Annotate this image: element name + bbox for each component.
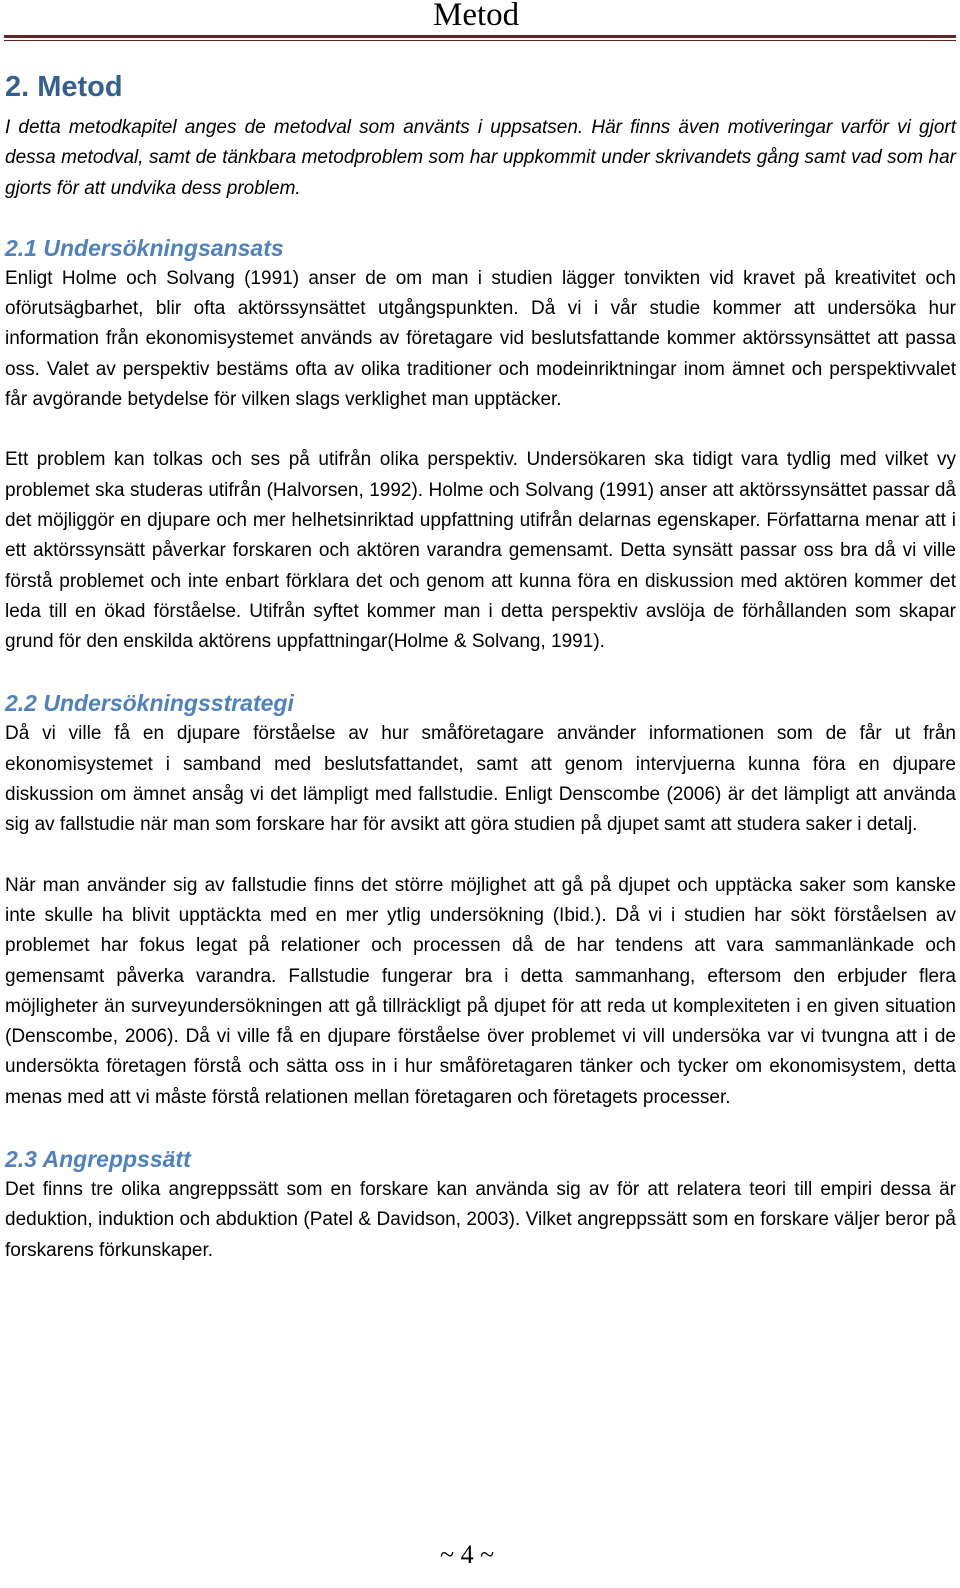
section-undersokningsansats <box>5 232 956 658</box>
section-heading: 2.1 Undersökningsansats <box>5 234 284 261</box>
paragraph: Då vi ville få en djupare förståelse av hur småföretagare använder informationen som de får ut från ekonomisystemet i samband med beslutsfattandet, samt att genom intervjuerna kunna föra en djupare diskussion om ämnet ansåg vi det lämpligt med fallstudie. Enligt Denscombe (2006) är det lämpligt att använda sig av fallstudie när man som forskare har för avsikt att göra studien på djupet samt att studera saker i detalj. <box>5 723 956 836</box>
paragraph: Ett problem kan tolkas och ses på utifrån olika perspektiv. Undersökaren ska tidigt vara tydlig med vilket vy problemet ska studeras utifrån (Halvorsen, 1992). Holme och Solvang (1991) anser att aktörssynsättet passar då det möjliggör en djupare och mer helhetsinriktad uppfattning utifrån delarnas egenskaper. Författarna menar att i ett aktörssynsätt påverkar forskaren och aktören varandra gemensamt. Detta synsätt passar oss bra då vi ville förstå problemet och inte enbart förklara det och genom att kunna föra en diskussion med aktören kommer det leda till en ökad förståelse. Utifrån syftet kommer man i detta perspektiv avslöja de förhållanden som skapar grund för den enskilda aktörens uppfattningar(Holme & Solvang, 1991). <box>5 449 956 653</box>
paragraph: Enligt Holme och Solvang (1991) anser de om man i studien lägger tonvikten vid kravet på kreativitet och oförutsägbarhet, blir ofta aktörssynsättet utgångspunkten. Då vi i vår studie kommer att undersöka hur information från ekonomisystemet används av företagare vid beslutsfattande kommer aktörssynsättet att passa oss. Valet av perspektiv bestäms ofta av olika traditioner och modeinriktningar inom ämnet och perspektivvalet får avgörande betydelse för vilken slags verklighet man upptäcker. <box>5 267 956 411</box>
section-heading: 2.3 Angreppssätt <box>5 1146 191 1173</box>
page-number: ~ 4 ~ <box>440 1540 495 1569</box>
section-heading: 2.2 Undersökningsstrategi <box>5 690 294 717</box>
chapter-intro: I detta metodkapitel anges de metodval som använts i uppsatsen. Här finns även motiveringar varför vi gjort dessa metodval, samt de tänkbara metodproblem som har uppkommit under skrivandets gång samt vad som har gjorts för att undvika dess problem. <box>5 117 956 199</box>
section-undersokningsstrategi <box>5 687 956 1113</box>
chapter-heading: 2. Metod <box>5 71 123 103</box>
running-header-title: Metod <box>433 0 520 33</box>
paragraph: När man använder sig av fallstudie finns det större möjlighet att gå på djupet och upptäcka saker som kanske inte skulle ha blivit upptäckta med en mer ytlig undersökning (Ibid.). Då vi i studien har sökt förståelsen av problemet har fokus legat på relationer och processen då de har tendens att vara sammanlänkade och gemensamt påverka varandra. Fallstudie fungerar bra i detta sammanhang, eftersom den erbjuder flera möjligheter än surveyundersökningen att gå tillräckligt på djupet för att reda ut komplexiteten i en given situation (Denscombe, 2006). Då vi ville få en djupare förståelse över problemet vi vill undersöka var vi tvungna att i de undersökta företagen förstå och sätta oss in i hur småföretagaren tänker och tycker om ekonomisystem, detta menas med att vi måste förstå relationen mellan företagaren och företagets processer. <box>5 874 956 1108</box>
header-rule <box>4 35 956 38</box>
paragraph: Det finns tre olika angreppssätt som en forskare kan använda sig av för att relatera teori till empiri dessa är deduktion, induktion och abduktion (Patel & Davidson, 2003). Vilket angreppssätt som en forskare väljer beror på forskarens förkunskaper. <box>5 1179 956 1261</box>
document-body <box>5 67 956 1266</box>
header-rule-secondary <box>4 40 956 41</box>
section-angreppssatt <box>5 1143 956 1266</box>
